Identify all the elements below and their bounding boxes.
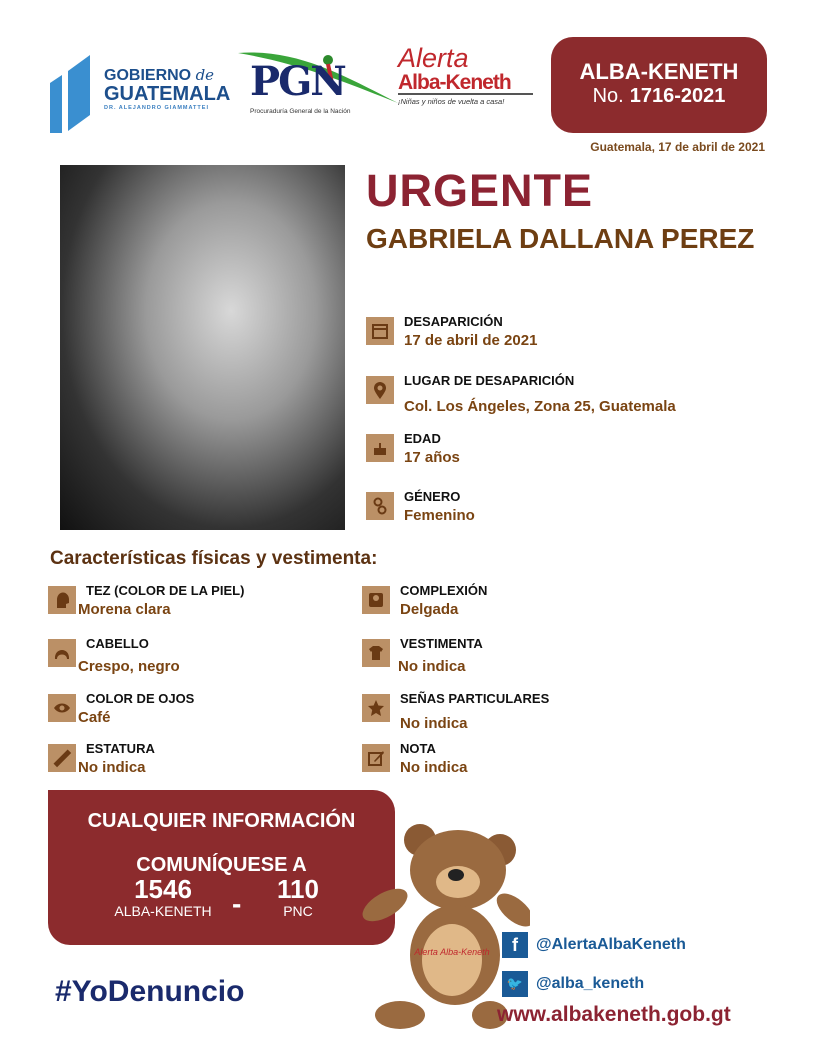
char-skin: TEZ (COLOR DE LA PIEL) Morena clara xyxy=(48,582,244,621)
hashtag: #YoDenuncio xyxy=(55,975,245,1008)
tshirt-icon xyxy=(362,639,390,667)
phone-alba-keneth[interactable]: 1546 ALBA-KENETH xyxy=(114,874,212,919)
urgent-label: URGENTE xyxy=(366,165,594,216)
contact-box: CUALQUIER INFORMACIÓN COMUNÍQUESE A 1546 ALBA-KENETH - 110 PNC xyxy=(48,790,395,945)
facebook-icon: f xyxy=(502,932,528,958)
detail-gender: GÉNERO Femenino xyxy=(366,488,475,527)
separator: - xyxy=(232,888,242,919)
char-build: COMPLEXIÓN Delgada xyxy=(362,582,487,621)
scale-icon xyxy=(362,586,390,614)
calendar-icon xyxy=(366,317,394,345)
gender-icon xyxy=(366,492,394,520)
ruler-icon xyxy=(48,744,76,772)
char-eyes: COLOR DE OJOS Café xyxy=(48,690,194,729)
alerta-logo: Alerta Alba-Keneth ¡Niñas y niños de vuelta a casa! xyxy=(398,45,533,106)
twitter-link[interactable]: 🐦 @alba_keneth xyxy=(502,971,644,997)
star-icon xyxy=(362,694,390,722)
twitter-icon: 🐦 xyxy=(502,971,528,997)
missing-person-photo xyxy=(60,165,345,530)
detail-disappearance: DESAPARICIÓN 17 de abril de 2021 xyxy=(366,313,537,352)
eye-icon xyxy=(48,694,76,722)
gobierno-logo-icon xyxy=(50,55,100,133)
hair-icon xyxy=(48,639,76,667)
map-pin-icon xyxy=(366,376,394,404)
gobierno-logo: GOBIERNO de GUATEMALA DR. ALEJANDRO GIAMMATTEI xyxy=(104,66,231,111)
char-marks: SEÑAS PARTICULARES No indica xyxy=(362,690,549,735)
detail-age: EDAD 17 años xyxy=(366,430,460,469)
person-name: GABRIELA DALLANA PEREZ xyxy=(366,223,755,254)
mascot-text: Alerta Alba-Keneth xyxy=(414,947,490,957)
char-note: NOTA No indica xyxy=(362,740,468,779)
poster-date: Guatemala, 17 de abril de 2021 xyxy=(590,140,765,154)
head-icon xyxy=(48,586,76,614)
edit-note-icon xyxy=(362,744,390,772)
phone-pnc[interactable]: 110 PNC xyxy=(277,874,319,919)
char-height: ESTATURA No indica xyxy=(48,740,155,779)
case-badge: ALBA-KENETH No. 1716-2021 xyxy=(551,37,767,133)
cake-icon xyxy=(366,434,394,462)
char-clothing: VESTIMENTA No indica xyxy=(362,635,483,678)
char-hair: CABELLO Crespo, negro xyxy=(48,635,180,678)
facebook-link[interactable]: f @AlertaAlbaKeneth xyxy=(502,932,686,958)
pgn-logo: PGN Procuraduría General de la Nación xyxy=(238,48,398,118)
characteristics-heading: Características físicas y vestimenta: xyxy=(50,548,378,569)
detail-location: LUGAR DE DESAPARICIÓN Col. Los Ángeles, Zona 25, Guatemala xyxy=(366,372,676,418)
website-link[interactable]: www.albakeneth.gob.gt xyxy=(497,1003,731,1026)
